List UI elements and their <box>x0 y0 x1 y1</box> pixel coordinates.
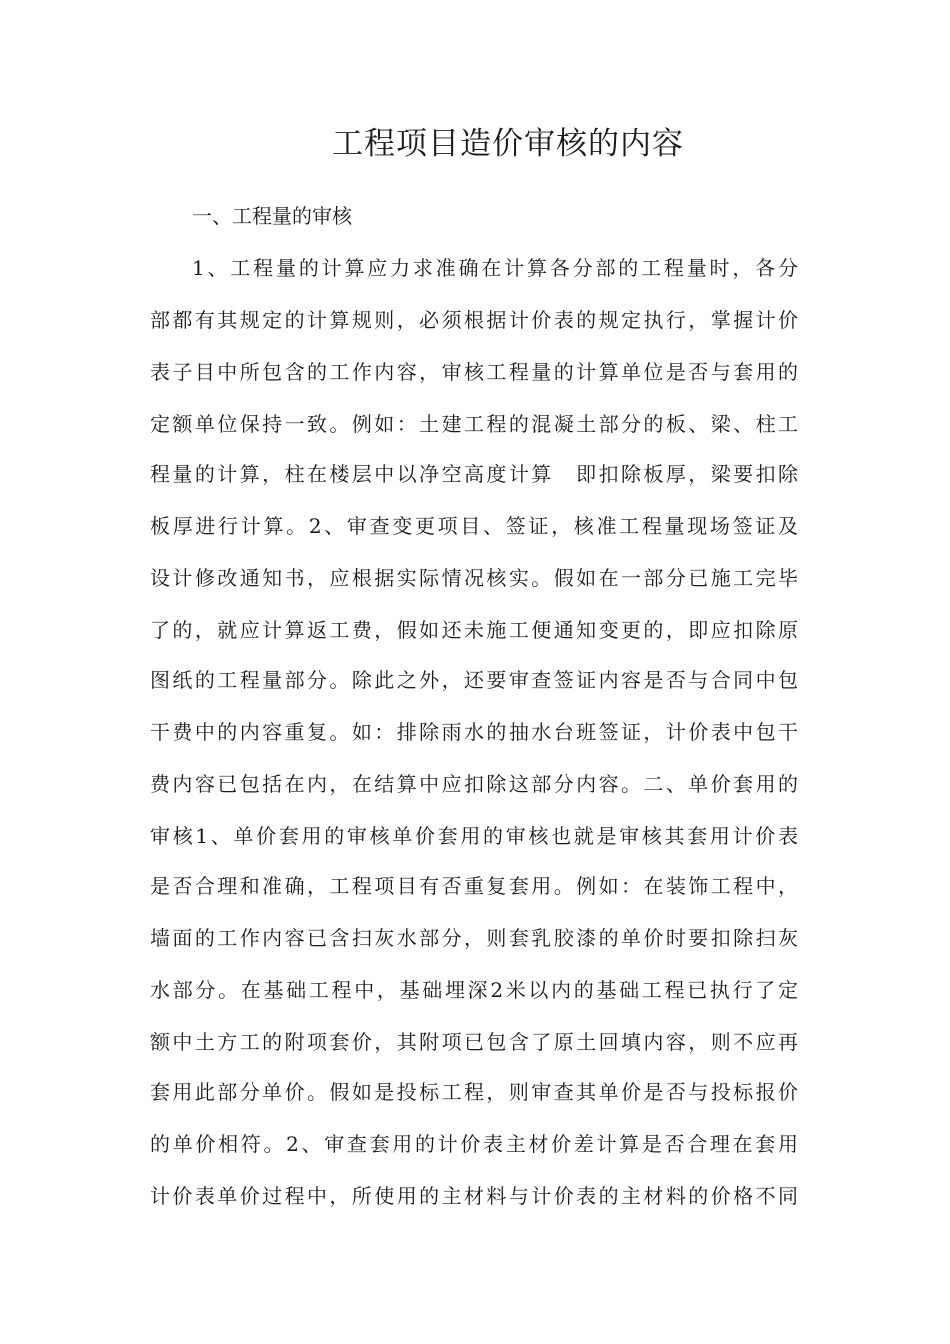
paragraph-line: 套用此部分单价。假如是投标工程，则审查其单价是否与投标报价 <box>150 1080 798 1104</box>
paragraph-line: 了的，就应计算返工费，假如还未施工便通知变更的，即应扣除原 <box>150 618 798 642</box>
section-heading: 一、工程量的审核 <box>192 204 352 228</box>
paragraph-line: 部都有其规定的计算规则，必须根据计价表的规定执行，掌握计价 <box>150 308 798 332</box>
document-title: 工程项目造价审核的内容 <box>332 126 684 162</box>
paragraph-line: 设计修改通知书，应根据实际情况核实。假如在一部分已施工完毕 <box>150 566 798 590</box>
paragraph-line: 的单价相符。2、审查套用的计价表主材价差计算是否合理在套用 <box>150 1132 798 1156</box>
paragraph-line: 程量的计算，柱在楼层中以净空高度计算 即扣除板厚，梁要扣除 <box>150 462 798 486</box>
paragraph-line: 是否合理和准确，工程项目有否重复套用。例如：在装饰工程中， <box>150 874 798 898</box>
paragraph-line: 额中土方工的附项套价，其附项已包含了原土回填内容，则不应再 <box>150 1030 798 1054</box>
paragraph-line: 审核1、单价套用的审核单价套用的审核也就是审核其套用计价表 <box>150 824 798 848</box>
paragraph-line: 计价表单价过程中，所使用的主材料与计价表的主材料的价格不同 <box>150 1184 798 1208</box>
paragraph-line: 墙面的工作内容已含扫灰水部分，则套乳胶漆的单价时要扣除扫灰 <box>150 926 798 950</box>
paragraph-line: 干费中的内容重复。如：排除雨水的抽水台班签证，计价表中包干 <box>150 720 798 744</box>
paragraph-line: 1、工程量的计算应力求准确在计算各分部的工程量时，各分 <box>192 256 798 280</box>
paragraph-line: 板厚进行计算。2、审查变更项目、签证，核准工程量现场签证及 <box>150 514 798 538</box>
paragraph-line: 费内容已包括在内，在结算中应扣除这部分内容。二、单价套用的 <box>150 772 798 796</box>
paragraph-line: 图纸的工程量部分。除此之外，还要审查签证内容是否与合同中包 <box>150 668 798 692</box>
paragraph-line: 定额单位保持一致。例如：土建工程的混凝土部分的板、梁、柱工 <box>150 412 798 436</box>
paragraph-line: 水部分。在基础工程中，基础埋深2米以内的基础工程已执行了定 <box>150 978 798 1002</box>
paragraph-line: 表子目中所包含的工作内容，审核工程量的计算单位是否与套用的 <box>150 360 798 384</box>
